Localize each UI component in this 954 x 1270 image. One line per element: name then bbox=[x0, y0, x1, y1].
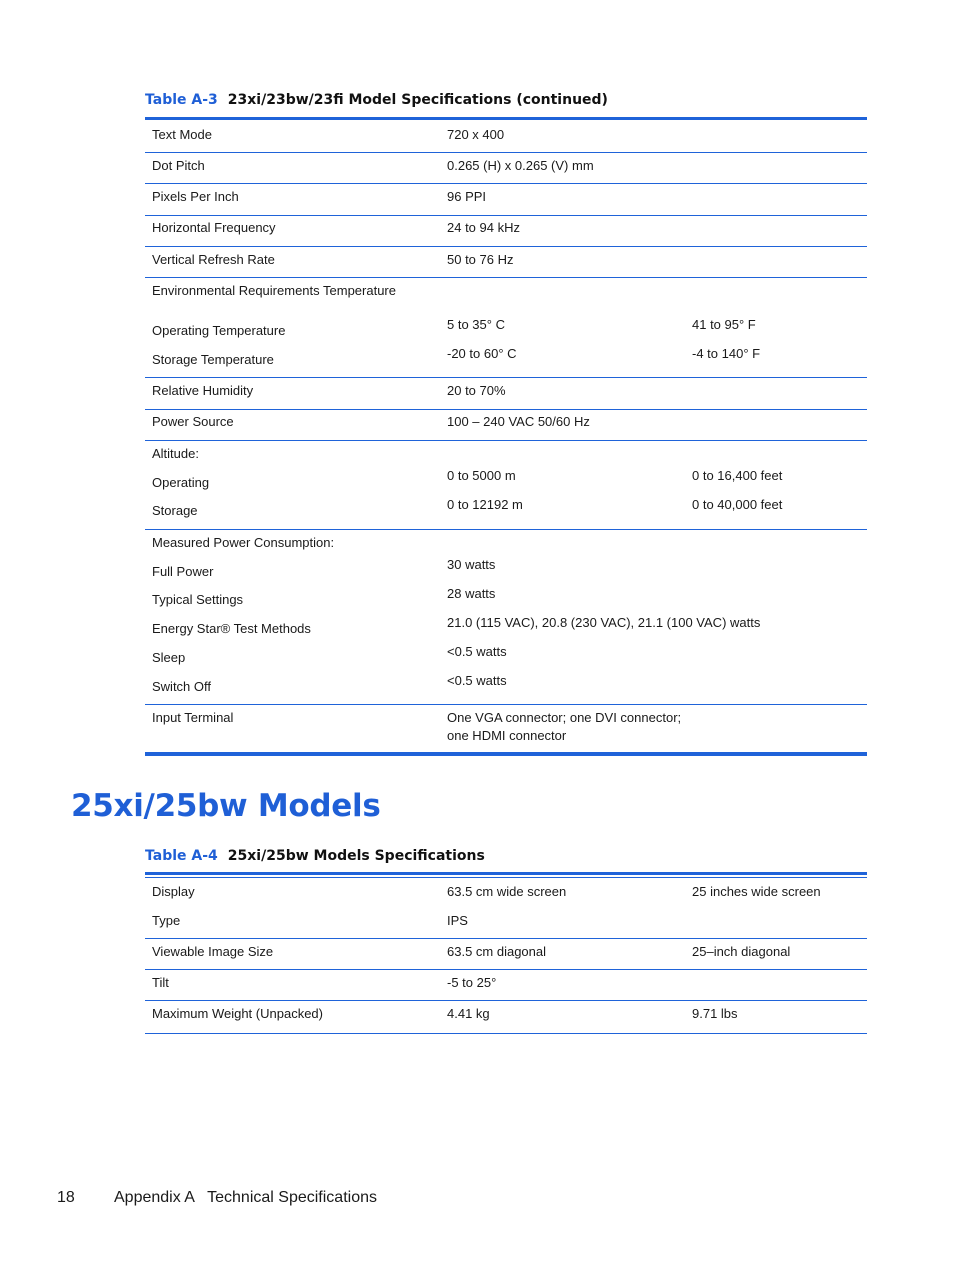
humidity-label: Relative Humidity bbox=[152, 383, 254, 398]
spec-value: 50 to 76 Hz bbox=[447, 252, 514, 267]
operating-temperature-label: Operating Temperature bbox=[152, 323, 286, 338]
table-a3-bottom-rule bbox=[145, 752, 867, 756]
spec-label: Horizontal Frequency bbox=[152, 220, 276, 235]
input-terminal-value-line1: One VGA connector; one DVI connector; bbox=[447, 710, 682, 725]
operating-temperature-fahrenheit: 41 to 95° F bbox=[692, 317, 756, 332]
sleep-label: Sleep bbox=[152, 650, 186, 665]
switch-off-value: <0.5 watts bbox=[447, 673, 507, 688]
row-divider bbox=[145, 377, 867, 378]
table-a4-number: Table A-4 bbox=[145, 848, 218, 864]
spec-label: Dot Pitch bbox=[152, 158, 205, 173]
energy-star-label: Energy Star® Test Methods bbox=[152, 621, 311, 636]
altitude-operating-imperial: 0 to 16,400 feet bbox=[692, 468, 783, 483]
sleep-value: <0.5 watts bbox=[447, 644, 507, 659]
row-divider bbox=[145, 183, 867, 184]
spec-label: Pixels Per Inch bbox=[152, 189, 239, 204]
viewable-size-metric: 63.5 cm diagonal bbox=[447, 944, 547, 959]
table-a4-bottom-rule bbox=[145, 1033, 867, 1034]
storage-temperature-celsius: -20 to 60° C bbox=[447, 346, 517, 361]
switch-off-label: Switch Off bbox=[152, 679, 212, 694]
spec-label: Vertical Refresh Rate bbox=[152, 252, 275, 267]
viewable-size-label: Viewable Image Size bbox=[152, 944, 274, 959]
table-a4-top-rule bbox=[145, 872, 867, 875]
display-label: Display bbox=[152, 884, 195, 899]
spec-value: 96 PPI bbox=[447, 189, 487, 204]
power-source-value: 100 – 240 VAC 50/60 Hz bbox=[447, 414, 590, 429]
row-divider bbox=[145, 409, 867, 410]
row-divider bbox=[145, 215, 867, 216]
type-label: Type bbox=[152, 913, 181, 928]
spec-value: 24 to 94 kHz bbox=[447, 220, 520, 235]
input-terminal-value-line2: one HDMI connector bbox=[447, 728, 567, 743]
row-divider bbox=[145, 152, 867, 153]
input-terminal-label: Input Terminal bbox=[152, 710, 234, 725]
storage-temperature-label: Storage Temperature bbox=[152, 352, 274, 367]
table-a4-top-rule-thin bbox=[145, 877, 867, 878]
page-number: 18 bbox=[57, 1189, 75, 1206]
altitude-label: Altitude: bbox=[152, 446, 199, 461]
row-divider bbox=[145, 1000, 867, 1001]
table-a4-title: 25xi/25bw Models Specifications bbox=[227, 848, 485, 864]
full-power-label: Full Power bbox=[152, 564, 214, 579]
environment-label: Environmental Requirements Temperature bbox=[152, 283, 396, 298]
altitude-storage-metric: 0 to 12192 m bbox=[447, 497, 523, 512]
type-value: IPS bbox=[447, 913, 468, 928]
table-a3-top-rule bbox=[145, 117, 867, 120]
row-divider bbox=[145, 246, 867, 247]
altitude-operating-metric: 0 to 5000 m bbox=[447, 468, 516, 483]
humidity-value: 20 to 70% bbox=[447, 383, 506, 398]
table-a3-number: Table A-3 bbox=[145, 92, 218, 108]
power-source-label: Power Source bbox=[152, 414, 234, 429]
power-consumption-label: Measured Power Consumption: bbox=[152, 535, 335, 550]
full-power-value: 30 watts bbox=[447, 557, 496, 572]
altitude-storage-label: Storage bbox=[152, 503, 198, 518]
display-imperial: 25 inches wide screen bbox=[692, 884, 821, 899]
spec-label: Text Mode bbox=[152, 127, 212, 142]
table-a3-caption bbox=[145, 92, 608, 108]
display-metric: 63.5 cm wide screen bbox=[447, 884, 567, 899]
table-a4-caption bbox=[145, 848, 485, 864]
altitude-operating-label: Operating bbox=[152, 475, 210, 490]
row-divider bbox=[145, 969, 867, 970]
altitude-storage-imperial: 0 to 40,000 feet bbox=[692, 497, 783, 512]
operating-temperature-celsius: 5 to 35° C bbox=[447, 317, 505, 332]
storage-temperature-fahrenheit: -4 to 140° F bbox=[692, 346, 761, 361]
typical-settings-label: Typical Settings bbox=[152, 592, 244, 607]
weight-metric: 4.41 kg bbox=[447, 1006, 490, 1021]
row-divider bbox=[145, 440, 867, 441]
row-divider bbox=[145, 704, 867, 705]
tilt-value: -5 to 25° bbox=[447, 975, 497, 990]
viewable-size-imperial: 25–inch diagonal bbox=[692, 944, 791, 959]
spec-value: 720 x 400 bbox=[447, 127, 505, 142]
spec-value: 0.265 (H) x 0.265 (V) mm bbox=[447, 158, 594, 173]
weight-imperial: 9.71 lbs bbox=[692, 1006, 738, 1021]
row-divider bbox=[145, 529, 867, 530]
footer-text: Appendix A Technical Specifications bbox=[114, 1189, 377, 1206]
tilt-label: Tilt bbox=[152, 975, 169, 990]
table-a3-title: 23xi/23bw/23fi Model Specifications (continued) bbox=[227, 92, 608, 108]
row-divider bbox=[145, 277, 867, 278]
typical-settings-value: 28 watts bbox=[447, 586, 496, 601]
row-divider bbox=[145, 938, 867, 939]
weight-label: Maximum Weight (Unpacked) bbox=[152, 1006, 323, 1021]
section-heading: 25xi/25bw Models bbox=[71, 788, 381, 824]
energy-star-value: 21.0 (115 VAC), 20.8 (230 VAC), 21.1 (100 VAC) watts bbox=[447, 615, 761, 630]
